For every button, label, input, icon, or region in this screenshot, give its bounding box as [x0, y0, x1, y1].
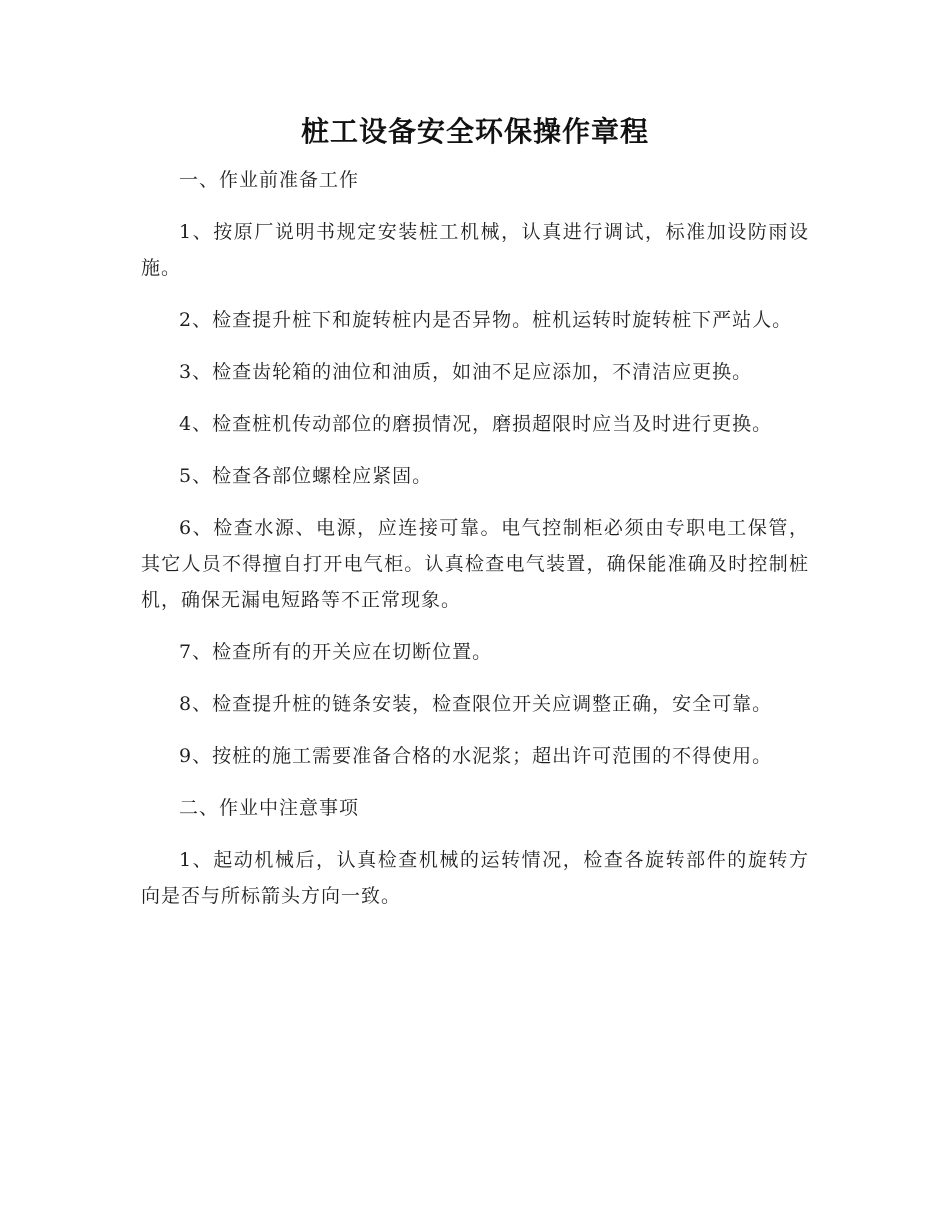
list-item: 6、检查水源、电源，应连接可靠。电气控制柜必须由专职电工保管，其它人员不得擅自打开电气柜。认真检查电气装置，确保能准确及时控制桩机，确保无漏电短路等不正常现象。	[141, 517, 809, 611]
list-item: 1、按原厂说明书规定安装桩工机械，认真进行调试，标准加设防雨设施。	[141, 221, 809, 279]
section-during-work	[141, 790, 809, 914]
list-item: 5、检查各部位螺栓应紧固。	[179, 465, 433, 487]
list-item: 4、检查桩机传动部位的磨损情况，磨损超限时应当及时进行更换。	[179, 413, 773, 435]
list-item: 2、检查提升桩下和旋转桩内是否异物。桩机运转时旋转桩下严站人。	[179, 309, 793, 331]
section-heading: 二、作业中注意事项	[179, 797, 360, 819]
list-item: 7、检查所有的开关应在切断位置。	[179, 641, 493, 663]
section-pre-work	[141, 162, 809, 774]
list-item: 3、检查齿轮箱的油位和油质，如油不足应添加，不清洁应更换。	[179, 361, 753, 383]
section-heading: 一、作业前准备工作	[179, 169, 360, 191]
list-item: 8、检查提升桩的链条安装，检查限位开关应调整正确，安全可靠。	[179, 693, 773, 715]
document-content	[141, 112, 809, 930]
list-item: 1、起动机械后，认真检查机械的运转情况，检查各旋转部件的旋转方向是否与所标箭头方向一致。	[141, 849, 809, 907]
document-title: 桩工设备安全环保操作章程	[300, 115, 649, 148]
list-item: 9、按桩的施工需要准备合格的水泥浆；超出许可范围的不得使用。	[179, 745, 773, 767]
